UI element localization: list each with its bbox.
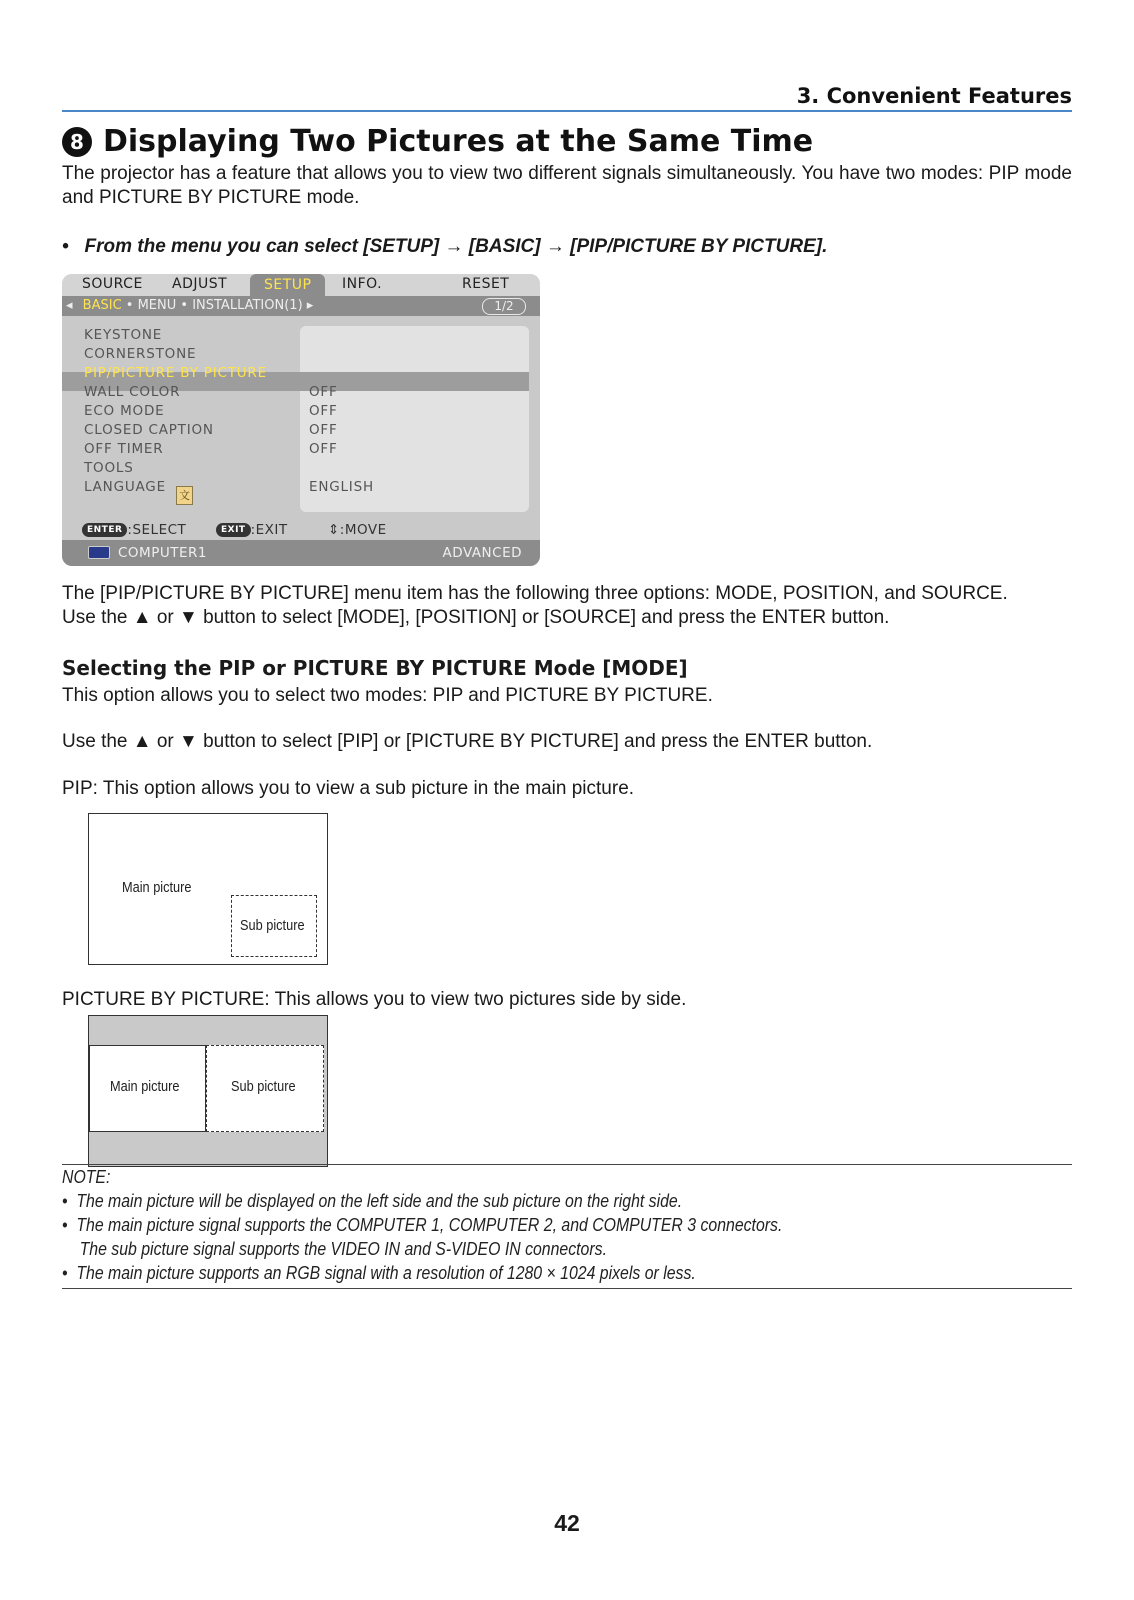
note-heading: NOTE: xyxy=(62,1167,111,1187)
computer-input-icon xyxy=(88,546,110,559)
page-title xyxy=(62,124,813,159)
note-line-3: The sub picture signal supports the VIDEO IN and S-VIDEO IN connectors. xyxy=(62,1239,607,1259)
pip-main-label: Main picture xyxy=(122,880,192,896)
osd-value-language: ENGLISH xyxy=(309,479,374,495)
osd-item-pip[interactable]: PIP/PICTURE BY PICTURE xyxy=(84,365,267,381)
pip-sub-window xyxy=(231,895,317,957)
menu-path-text: From the menu you can select [SETUP] → [BASIC] → [PIP/PICTURE BY PICTURE]. xyxy=(84,236,828,257)
note-rule-bottom xyxy=(62,1288,1072,1289)
osd-item-cornerstone[interactable]: CORNERSTONE xyxy=(84,346,197,362)
osd-tab-adjust[interactable]: ADJUST xyxy=(172,276,228,292)
intro-paragraph: The projector has a feature that allows you to view two different signals simultaneously. You have two modes: PIP mode and PICTURE BY PICTURE mode. xyxy=(62,163,1072,208)
osd-status-source: COMPUTER1 xyxy=(118,545,207,561)
enter-key-icon: ENTER xyxy=(82,523,127,537)
osd-tab-bar xyxy=(62,274,540,296)
osd-item-closed-caption[interactable]: CLOSED CAPTION xyxy=(84,422,214,438)
exit-key-icon: EXIT xyxy=(216,523,251,537)
mode-select-paragraph: Use the ▲ or ▼ button to select [PIP] or [PICTURE BY PICTURE] and press the ENTER button. xyxy=(62,731,873,752)
osd-status-bar xyxy=(62,540,540,566)
osd-tab-info[interactable]: INFO. xyxy=(342,276,383,292)
osd-subtab-rest[interactable]: • MENU • INSTALLATION(1) xyxy=(121,298,307,313)
osd-item-language[interactable]: LANGUAGE xyxy=(84,479,166,495)
osd-subtab-basic[interactable]: BASIC xyxy=(82,298,122,313)
hint-select-label: :SELECT xyxy=(127,522,187,538)
pbp-main-window xyxy=(89,1045,206,1132)
osd-value-eco-mode: OFF xyxy=(309,403,338,419)
osd-item-keystone[interactable]: KEYSTONE xyxy=(84,327,163,343)
language-flag-icon: 文 xyxy=(176,486,193,505)
bullet-marker: • xyxy=(62,236,69,257)
osd-left-arrow-icon[interactable]: ◂ xyxy=(66,298,73,313)
step-number-badge: 8 xyxy=(62,127,92,157)
note-line-2: • The main picture signal supports the COMPUTER 1, COMPUTER 2, and COMPUTER 3 connectors. xyxy=(62,1215,783,1235)
pbp-diagram xyxy=(88,1015,328,1167)
hint-move: ⇕:MOVE xyxy=(328,522,387,538)
pbp-sub-window xyxy=(206,1045,324,1132)
osd-page-indicator: 1/2 xyxy=(482,298,526,315)
pbp-sub-label: Sub picture xyxy=(231,1079,296,1095)
hint-exit-label: :EXIT xyxy=(250,522,288,538)
osd-value-wall-color: OFF xyxy=(309,384,338,400)
hint-exit xyxy=(216,522,288,538)
pip-diagram xyxy=(88,813,328,965)
osd-item-tools[interactable]: TOOLS xyxy=(84,460,134,476)
pip-sub-label: Sub picture xyxy=(240,918,305,934)
note-line-4: • The main picture supports an RGB signal with a resolution of 1280 × 1024 pixels or less. xyxy=(62,1263,696,1283)
menu-path-instruction xyxy=(62,236,827,258)
osd-tab-setup[interactable]: SETUP xyxy=(250,274,325,296)
page-number: 42 xyxy=(554,1510,580,1536)
osd-right-arrow-icon[interactable]: ▸ xyxy=(306,298,314,313)
osd-tab-source[interactable]: SOURCE xyxy=(82,276,143,292)
osd-value-closed-caption: OFF xyxy=(309,422,338,438)
hint-select xyxy=(82,522,186,538)
pbp-paragraph: PICTURE BY PICTURE: This allows you to view two pictures side by side. xyxy=(62,989,687,1010)
osd-key-hints xyxy=(62,520,540,540)
options-paragraph-2: Use the ▲ or ▼ button to select [MODE], [POSITION] or [SOURCE] and press the ENTER button. xyxy=(62,607,890,628)
osd-item-wall-color[interactable]: WALL COLOR xyxy=(84,384,181,400)
note-rule-top xyxy=(62,1164,1072,1165)
title-text: Displaying Two Pictures at the Same Time xyxy=(103,124,814,159)
osd-item-eco-mode[interactable]: ECO MODE xyxy=(84,403,165,419)
pbp-main-label: Main picture xyxy=(110,1079,180,1095)
osd-menu xyxy=(62,274,540,566)
mode-subheading: Selecting the PIP or PICTURE BY PICTURE Mode [MODE] xyxy=(62,656,688,680)
note-line-1: • The main picture will be displayed on the left side and the sub picture on the right side. xyxy=(62,1191,683,1211)
header-rule xyxy=(62,110,1072,112)
osd-tab-reset[interactable]: RESET xyxy=(462,276,510,292)
osd-value-off-timer: OFF xyxy=(309,441,338,457)
mode-paragraph: This option allows you to select two modes: PIP and PICTURE BY PICTURE. xyxy=(62,685,713,706)
osd-subtab-bar xyxy=(62,296,540,316)
options-paragraph-1: The [PIP/PICTURE BY PICTURE] menu item has the following three options: MODE, POSITION, and SOURCE. xyxy=(62,583,1008,604)
pip-paragraph: PIP: This option allows you to view a sub picture in the main picture. xyxy=(62,778,635,799)
osd-status-mode: ADVANCED xyxy=(442,545,522,561)
section-header: 3. Convenient Features xyxy=(796,84,1072,108)
osd-item-off-timer[interactable]: OFF TIMER xyxy=(84,441,164,457)
